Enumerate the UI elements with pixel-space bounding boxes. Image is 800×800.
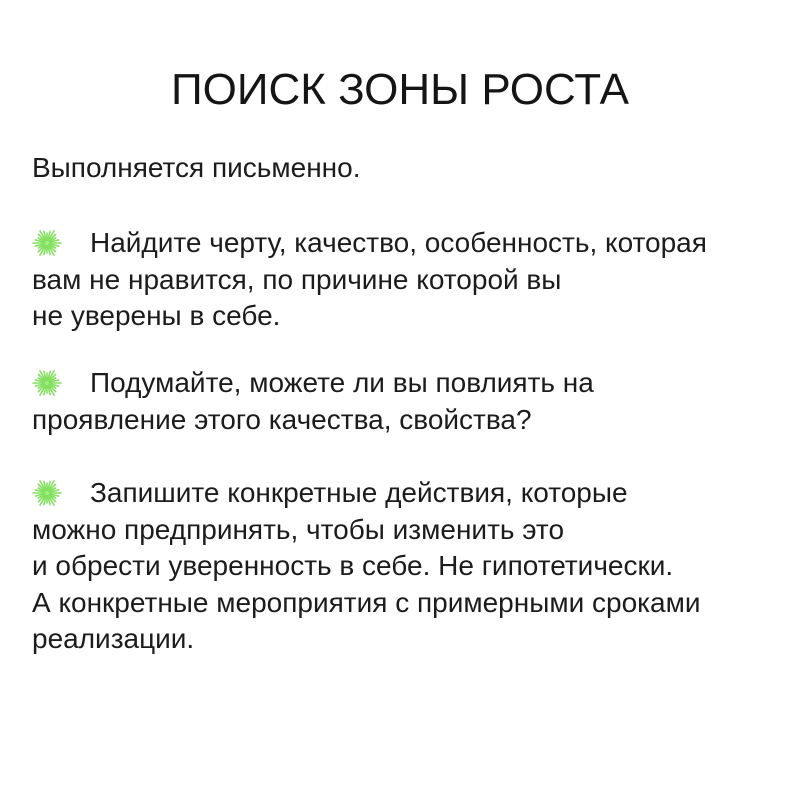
step-line: вам не нравится, по причине которой вы bbox=[32, 263, 562, 295]
step-line bbox=[32, 475, 700, 512]
step-item-3 bbox=[32, 475, 700, 658]
step-line: можно предпринять, чтобы изменить это bbox=[32, 513, 565, 545]
step-line: не уверены в себе. bbox=[32, 300, 281, 331]
green-sparkle-icon bbox=[32, 478, 62, 508]
intro-text: Выполняется письменно. bbox=[32, 152, 361, 183]
page-title: ПОИСК ЗОНЫ РОСТА bbox=[170, 65, 630, 114]
step-item-1 bbox=[32, 225, 707, 335]
step-line-text: Подумайте, можете ли вы повлиять на bbox=[90, 367, 594, 398]
green-sparkle-icon bbox=[32, 228, 62, 258]
step-line: А конкретные мероприятия с примерными сроками bbox=[32, 586, 701, 618]
step-line: реализации. bbox=[32, 623, 195, 654]
green-sparkle-icon bbox=[32, 368, 62, 398]
step-line bbox=[32, 365, 594, 402]
step-line bbox=[32, 225, 707, 262]
step-line-text: Запишите конкретные действия, которые bbox=[90, 477, 628, 508]
step-item-2 bbox=[32, 365, 594, 438]
step-line: проявление этого качества, свойства? bbox=[32, 403, 532, 435]
step-line-text: Найдите черту, качество, особенность, которая bbox=[90, 227, 707, 258]
step-line: и обрести уверенность в себе. Не гипотетически. bbox=[32, 550, 674, 581]
